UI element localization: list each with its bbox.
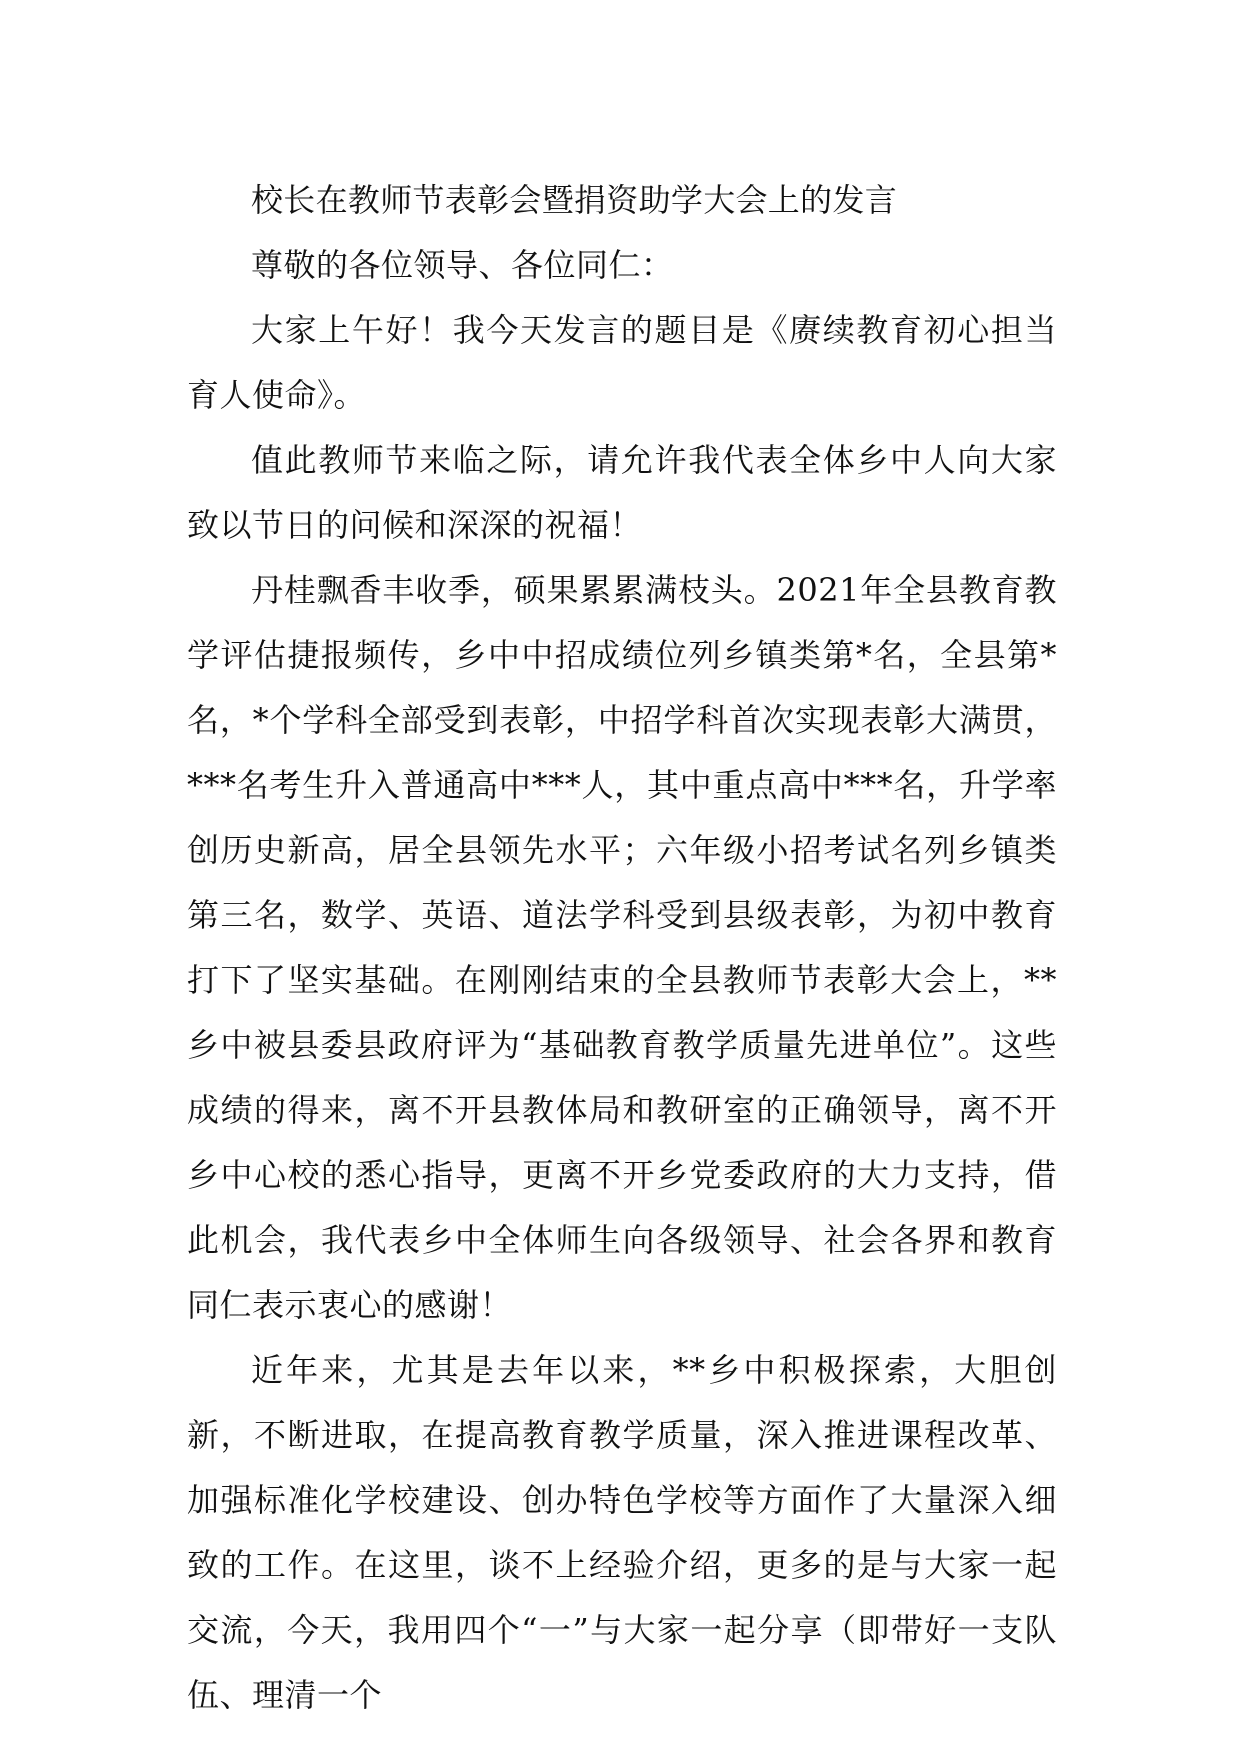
document-title: 校长在教师节表彰会暨捐资助学大会上的发言 [251, 181, 898, 219]
greeting-paragraph: 大家上午好！我今天发言的题目是《赓续教育初心担当育人使命》。 [187, 311, 1057, 414]
document-body [187, 168, 1057, 1728]
salutation-paragraph: 尊敬的各位领导、各位同仁： [251, 246, 674, 284]
blessing-paragraph: 值此教师节来临之际，请允许我代表全体乡中人向大家致以节日的问候和深深的祝福！ [187, 441, 1057, 544]
achievements-paragraph: 丹桂飘香丰收季，硕果累累满枝头。2021年全县教育教学评估捷报频传，乡中中招成绩位列乡镇类第*名，全县第*名，*个学科全部受到表彰，中招学科首次实现表彰大满贯，***名考生升入普通高中***人，其中重点高中***名，升学率创历史新高，居全县领先水平；六年级小招考试名列乡镇类第三名，数学、英语、道法学科受到县级表彰，为初中教育打下了坚实基础。在刚刚结束的全县教师节表彰大会上，**乡中被县委县政府评为“基础教育教学质量先进单位”。这些成绩的得来，离不开县教体局和教研室的正确领导，离不开乡中心校的悉心指导，更离不开乡党委政府的大力支持，借此机会，我代表乡中全体师生向各级领导、社会各界和教育同仁表示衷心的感谢！ [187, 571, 1057, 1324]
recent-work-paragraph: 近年来，尤其是去年以来，**乡中积极探索，大胆创新，不断进取，在提高教育教学质量，深入推进课程改革、加强标准化学校建设、创办特色学校等方面作了大量深入细致的工作。在这里，谈不上经验介绍，更多的是与大家一起交流，今天，我用四个“一”与大家一起分享（即带好一支队伍、理清一个 [187, 1351, 1057, 1714]
